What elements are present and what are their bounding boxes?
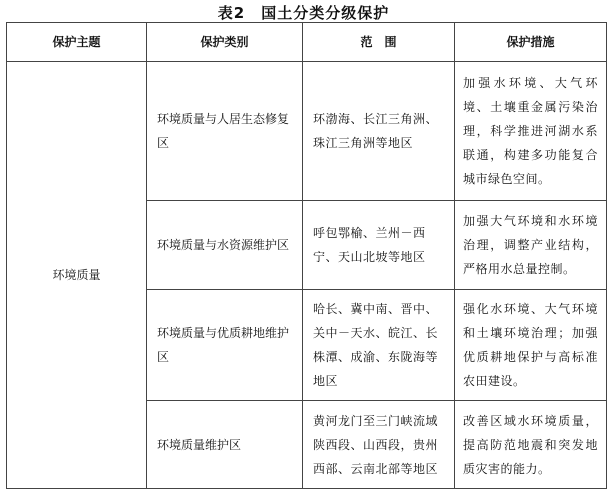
topic-cell: 环境质量 bbox=[7, 62, 147, 489]
measures-cell: 改善区域水环境质量，提高防范地震和突发地质灾害的能力。 bbox=[455, 401, 607, 489]
scope-cell: 黄河龙门至三门峡流域陕西段、山西段，贵州西部、云南北部等地区 bbox=[303, 401, 455, 489]
header-category: 保护类别 bbox=[147, 23, 303, 62]
measures-cell: 加强大气环境和水环境治理，调整产业结构，严格用水总量控制。 bbox=[455, 201, 607, 290]
header-topic: 保护主题 bbox=[7, 23, 147, 62]
header-scope: 范 围 bbox=[303, 23, 455, 62]
scope-cell: 环渤海、长江三角洲、珠江三角洲等地区 bbox=[303, 62, 455, 201]
scope-cell: 呼包鄂榆、兰州－西宁、天山北坡等地区 bbox=[303, 201, 455, 290]
measures-cell: 加强水环境、大气环境、土壤重金属污染治理，科学推进河湖水系联通，构建多功能复合城市绿色空间。 bbox=[455, 62, 607, 201]
category-cell: 环境质量与人居生态修复区 bbox=[147, 62, 303, 201]
table-row bbox=[7, 62, 607, 201]
protection-table bbox=[6, 22, 607, 489]
category-cell: 环境质量维护区 bbox=[147, 401, 303, 489]
header-measures: 保护措施 bbox=[455, 23, 607, 62]
category-cell: 环境质量与水资源维护区 bbox=[147, 201, 303, 290]
table-title: 表2 国土分类分级保护 bbox=[217, 4, 390, 22]
header-row bbox=[7, 23, 607, 62]
category-cell: 环境质量与优质耕地维护区 bbox=[147, 290, 303, 401]
scope-cell: 哈长、冀中南、晋中、关中－天水、皖江、长株潭、成渝、东陇海等地区 bbox=[303, 290, 455, 401]
measures-cell: 强化水环境、大气环境和土壤环境治理；加强优质耕地保护与高标准农田建设。 bbox=[455, 290, 607, 401]
